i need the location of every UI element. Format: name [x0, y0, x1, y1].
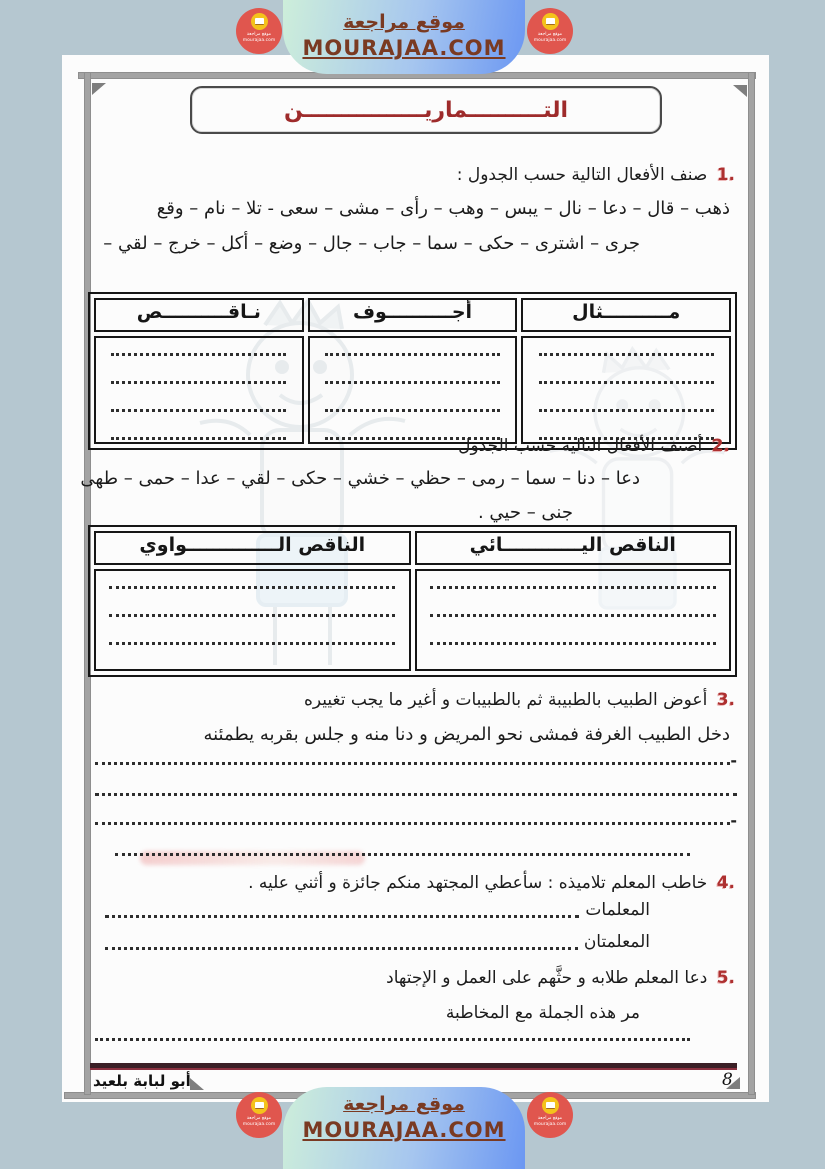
table-2-cell-wawi: [94, 569, 411, 671]
classification-table-2: [88, 525, 737, 677]
site-banner-bottom[interactable]: [283, 1087, 525, 1169]
exercise-5-number: 5.: [716, 968, 735, 988]
exercise-1-verbs-line-1: ذهب – قال – دعا – نال – يبس – وهب – رأى – مشى – سعى - تلا – نام – وقع: [156, 198, 730, 219]
site-logo-badge: [236, 8, 282, 54]
exercise-5-prompt: دعا المعلم طلابه و حثَّهم على العمل و الإجتهاد: [386, 968, 708, 988]
exercises-title: التــــــــــماريــــــــــــــــن: [283, 97, 569, 123]
table-1-header-naqis: نـاقــــــــــص: [94, 298, 304, 332]
logo-caption-ar: موقع مراجعة: [246, 1116, 272, 1121]
exercise-3-sentence: دخل الطبيب الغرفة فمشى نحو المريض و دنا منه و جلس بقربه يطمئنه: [203, 724, 730, 745]
table-1-cell-naqis: [94, 336, 304, 444]
table-1-header-mithal: مــــــــــثال: [521, 298, 731, 332]
exercise-1-prompt: صنف الأفعال التالية حسب الجدول :: [456, 165, 708, 185]
logo-caption-ar: موقع مراجعة: [246, 32, 272, 37]
exercise-2-verbs-line-1: دعا – دنا – سما – رمى – حظي – خشي – حكى – لقي – عدا – حمى – طهى: [80, 468, 640, 489]
exercise-1-verbs-line-2: جرى – اشترى – حكى – سما – جاب – جال – وضع – أكل – خرج – لقي –: [103, 233, 640, 254]
site-domain-link[interactable]: MOURAJAA.COM: [302, 1117, 506, 1142]
exercise-2-prompt: أصنف الأفعال التالية حسب الجدول: [458, 436, 703, 456]
exercise-2-heading: [458, 436, 730, 456]
exercise-2-number: 2.: [711, 436, 730, 456]
table-2-header-row: [94, 531, 731, 565]
table-2-body-row: [94, 569, 731, 671]
table-1-header-ajwaf: أجــــــــــوف: [308, 298, 518, 332]
table-1-cell-ajwaf: [308, 336, 518, 444]
site-logo-badge: [236, 1092, 282, 1138]
table-1-header-row: [94, 298, 731, 332]
book-icon: [251, 1097, 268, 1114]
logo-caption-domain: mourajaa.com: [533, 37, 567, 43]
answer-line: [95, 811, 737, 830]
logo-caption-ar: موقع مراجعة: [537, 1116, 563, 1121]
book-icon: [542, 1097, 559, 1114]
exercise-3-heading: [304, 690, 735, 710]
site-banner-top[interactable]: [283, 0, 525, 74]
exercise-5-heading: [386, 968, 735, 988]
exercise-2-verbs-line-2: جنى – حيي .: [477, 502, 573, 523]
site-domain-link[interactable]: MOURAJAA.COM: [302, 36, 506, 61]
exercise-5-sentence: مر هذه الجملة مع المخاطبة: [445, 1003, 640, 1023]
exercise-4-heading: [248, 873, 735, 893]
table-1-body-row: [94, 336, 731, 444]
exercise-4-number: 4.: [716, 873, 735, 893]
logo-caption-ar: موقع مراجعة: [537, 32, 563, 37]
answer-line: [115, 853, 690, 856]
dash-mark: -: [730, 811, 737, 830]
answer-line-muallimat: [105, 902, 650, 919]
answer-line: [95, 793, 737, 796]
exercise-3-number: 3.: [716, 690, 735, 710]
table-2-cell-yai: [415, 569, 732, 671]
site-title-arabic[interactable]: موقع مراجعة: [343, 1093, 465, 1115]
site-logo-badge: [527, 1092, 573, 1138]
logo-caption-domain: mourajaa.com: [242, 1121, 276, 1127]
logo-caption-domain: mourajaa.com: [242, 37, 276, 43]
label-muallimatan: المعلمتان: [583, 932, 650, 952]
book-icon: [251, 13, 268, 30]
exercise-1-number: 1.: [716, 165, 735, 185]
classification-table-1: [88, 292, 737, 450]
table-1-cell-mithal: [521, 336, 731, 444]
table-2-header-yai: الناقص اليــــــــــــائي: [415, 531, 732, 565]
label-muallimat: المعلمات: [585, 900, 650, 920]
book-icon: [542, 13, 559, 30]
exercises-title-box: [190, 86, 662, 134]
site-logo-badge: [527, 8, 573, 54]
answer-line: [95, 751, 737, 770]
exercise-4-prompt: خاطب المعلم تلاميذه : سأعطي المجتهد منكم جائزة و أثني عليه .: [248, 873, 708, 893]
footer-author: أبو لبابة بلعيد: [93, 1072, 191, 1090]
dash-mark: -: [730, 751, 737, 770]
footer-divider-line: [90, 1063, 737, 1070]
table-2-header-wawi: الناقص الــــــــــــــواوي: [94, 531, 411, 565]
exercise-1-heading: [457, 165, 735, 185]
page-number: 8: [722, 1070, 733, 1090]
site-title-arabic[interactable]: موقع مراجعة: [343, 11, 465, 34]
frame-right-bar: [748, 72, 755, 1095]
logo-caption-domain: mourajaa.com: [533, 1121, 567, 1127]
answer-line: [95, 1038, 690, 1041]
exercise-3-prompt: أعوض الطبيب بالطبيبة ثم بالطبيبات و أغير ما يجب تغييره: [303, 690, 708, 710]
answer-line-muallimatan: [105, 934, 650, 951]
